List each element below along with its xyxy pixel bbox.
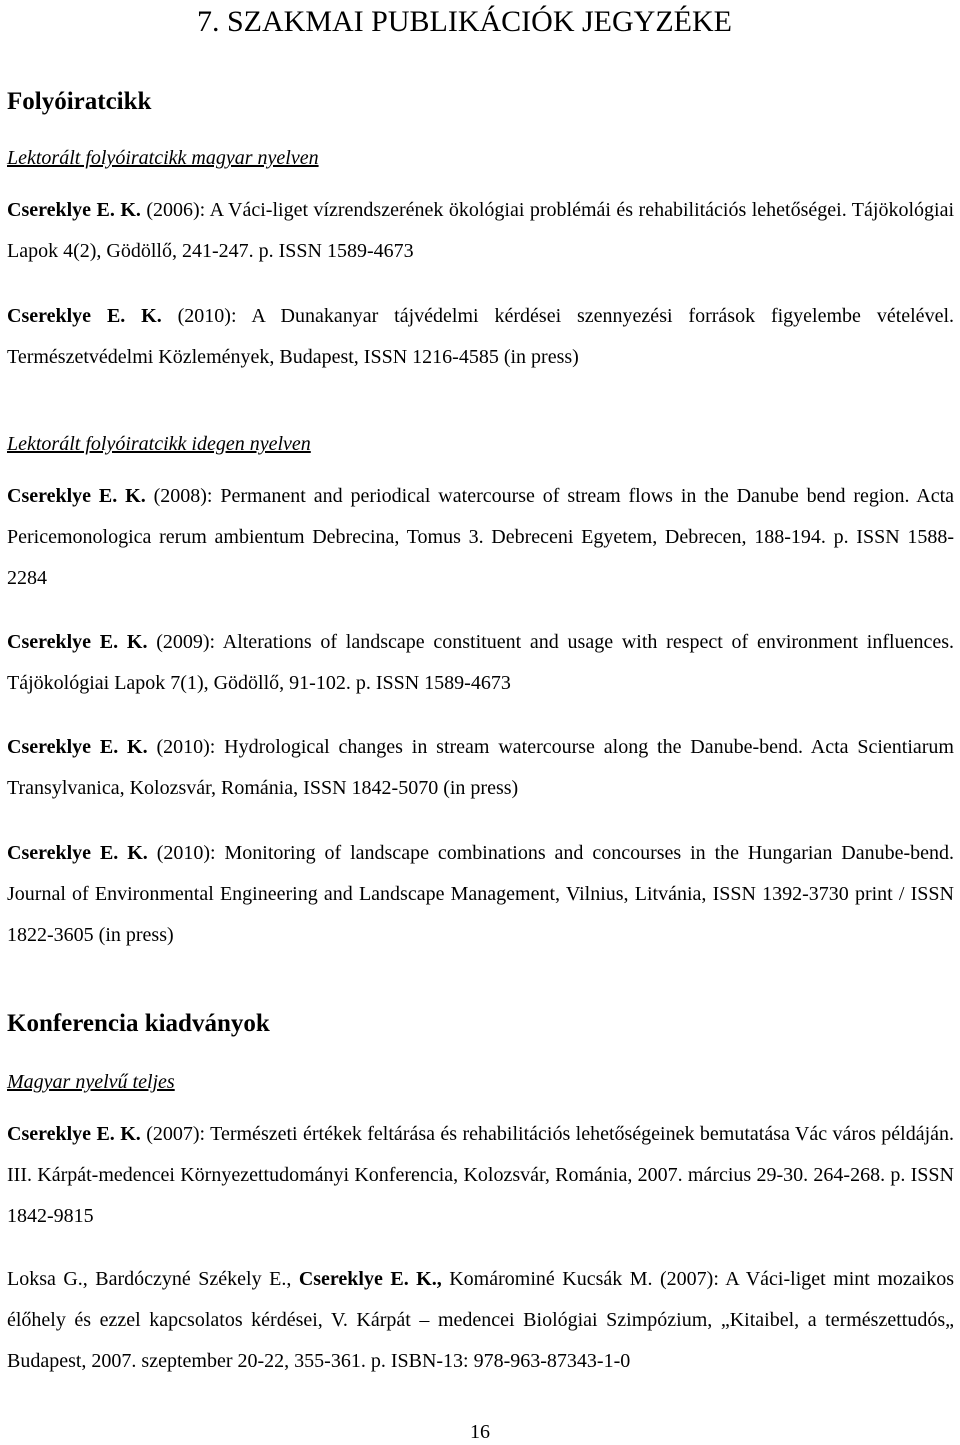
subsection-heading-hungarian: Lektorált folyóiratcikk magyar nyelven bbox=[7, 147, 319, 169]
entry-author: Csereklye E. K. bbox=[7, 1123, 141, 1145]
entry-author: Csereklye E. K. bbox=[7, 305, 162, 327]
entry-author: Csereklye E. K. bbox=[7, 631, 148, 653]
entry-author: Csereklye E. K. bbox=[7, 199, 141, 221]
entry-author: Csereklye E. K., bbox=[298, 1268, 442, 1290]
entry-text: (2010): A Dunakanyar tájvédelmi kérdései szennyezési források figyelembe vételével. Természetvédelmi Közlemények, Budapest, ISSN 1216-4585 (in press) bbox=[7, 305, 954, 368]
publication-entry bbox=[7, 476, 954, 599]
entry-text: (2006): A Váci-liget vízrendszerének ökológiai problémái és rehabilitációs lehetőségei. Tájökológiai Lapok 4(2), Gödöllő, 241-247. p. ISSN 1589-4673 bbox=[7, 199, 954, 262]
entry-text: (2010): Hydrological changes in stream watercourse along the Danube-bend. Acta Scientiarum Transylvanica, Kolozsvár, Románia, ISSN 1842-5070 (in press) bbox=[7, 736, 954, 799]
entry-author: Csereklye E. K. bbox=[7, 485, 146, 507]
entry-text: (2009): Alterations of landscape constituent and usage with respect of environment influences. Tájökológiai Lapok 7(1), Gödöllő, 91-102. p. ISSN 1589-4673 bbox=[7, 631, 954, 694]
publication-entry bbox=[7, 622, 954, 704]
subsection-heading-hungarian-full: Magyar nyelvű teljes bbox=[7, 1071, 175, 1093]
entry-author: Csereklye E. K. bbox=[7, 842, 148, 864]
publication-entry bbox=[7, 727, 954, 809]
page-number: 16 bbox=[470, 1421, 490, 1443]
page-title: 7. SZAKMAI PUBLIKÁCIÓK JEGYZÉKE bbox=[197, 5, 732, 38]
publication-entry bbox=[7, 296, 954, 378]
entry-text: (2010): Monitoring of landscape combinations and concourses in the Hungarian Danube-bend. Journal of Environmental Engineering and Landscape Management, Vilnius, Litvánia, ISSN 1392-3730 print / ISSN 1822-3605 (in press) bbox=[7, 842, 954, 946]
entry-text: (2008): Permanent and periodical watercourse of stream flows in the Danube bend region. Acta Pericemonologica rerum ambientum Debrecina, Tomus 3. Debreceni Egyetem, Debrecen, 188-194. p. ISSN 1588-2284 bbox=[7, 485, 955, 589]
entry-text: (2007): Természeti értékek feltárása és rehabilitációs lehetőségeinek bemutatása Vác város példáján. III. Kárpát-medencei Környezettudományi Konferencia, Kolozsvár, Románia, 2007. március 29-30. 264-268. p. ISSN 1842-9815 bbox=[7, 1123, 955, 1227]
publication-entry bbox=[7, 190, 954, 272]
publication-entry bbox=[7, 1259, 954, 1382]
section-heading-journals: Folyóiratcikk bbox=[7, 88, 152, 115]
section-heading-conferences: Konferencia kiadványok bbox=[7, 1010, 270, 1037]
publication-entry bbox=[7, 1114, 954, 1237]
entry-coauthors: Loksa G., Bardóczyné Székely E., bbox=[7, 1268, 299, 1290]
subsection-heading-foreign: Lektorált folyóiratcikk idegen nyelven bbox=[7, 433, 311, 455]
publication-entry bbox=[7, 833, 954, 956]
entry-text: Komárominé Kucsák M. (2007): A Váci-liget mint mozaikos élőhely és ezzel kapcsolatos kérdései, V. Kárpát – medencei Biológiai Szimpózium, „Kitaibel, a természettudós„ Budapest, 2007. szeptember 20-22, 355-361. p. ISBN-13: 978-963-87343-1-0 bbox=[7, 1268, 954, 1372]
entry-author: Csereklye E. K. bbox=[7, 736, 148, 758]
